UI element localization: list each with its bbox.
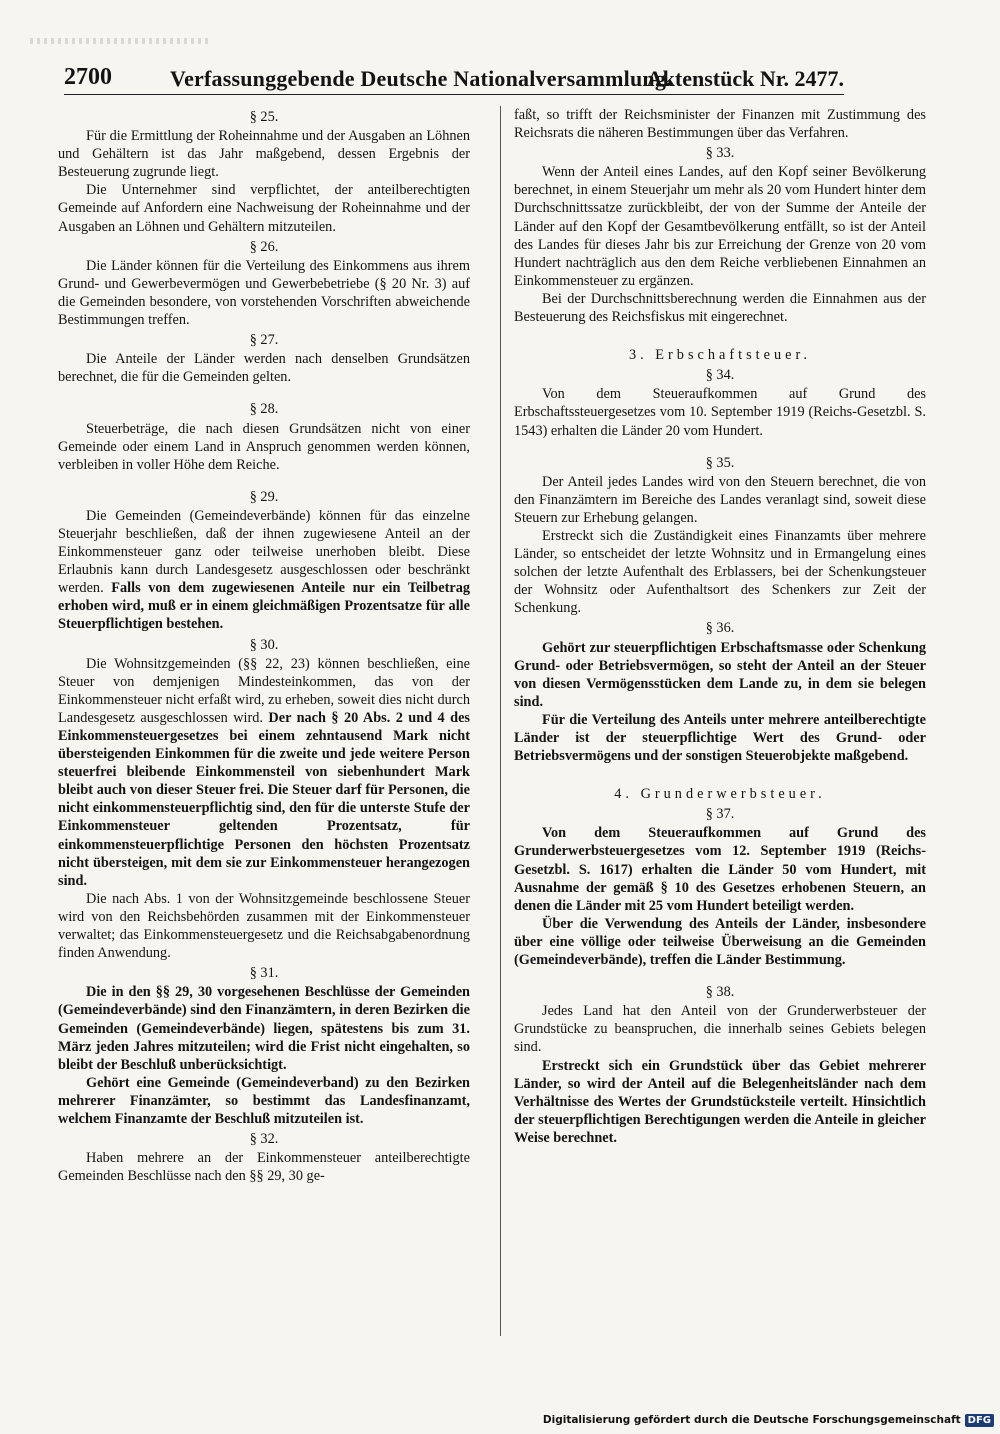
credit-text: Digitalisierung gefördert durch die Deutsche Forschungsgemeinschaft xyxy=(542,1414,961,1426)
paragraph: Gehört zur steuerpflichtigen Erbschaftsmasse oder Schenkung Grund- oder Betriebsvermögen, so steht der Anteil an der Steuer von diesen Vermögensstücken dem Lande zu, in dem sie belegen sind. xyxy=(514,639,926,710)
paragraph: Steuerbeträge, die nach diesen Grundsätzen nicht von einer Gemeinde oder einem Land in Anspruch genommen werden können, verbleiben in voller Höhe dem Reiche. xyxy=(58,420,470,473)
paragraph-text-bold: Falls von dem zugewiesenen Anteile nur ein Teilbetrag erhoben wird, muß er in einem gleichmäßigen Prozentsatze für alle Steuerpflichtigen bestehen. xyxy=(58,580,470,633)
paragraph: Die Unternehmer sind verpflichtet, der anteilberechtigten Gemeinde auf Anfordern eine Nachweisung der Roheinnahme und der Ausgaben an Löhnen und Gehältern mitzuteilen. xyxy=(58,182,470,235)
section-heading: § 34. xyxy=(705,367,735,384)
paragraph: Für die Ermittlung der Roheinnahme und der Ausgaben an Löhnen und Gehältern ist das Jahr maßgebend, dessen Ergebnis der Besteuerung zugrunde liegt. xyxy=(58,128,470,181)
section-heading: § 37. xyxy=(705,806,735,823)
document-reference: Aktenstück Nr. 2477. xyxy=(646,66,844,91)
section-heading: § 31. xyxy=(249,965,279,982)
dfg-logo: DFG xyxy=(965,1414,994,1427)
scan-artifact xyxy=(30,38,210,44)
paragraph: Erstreckt sich die Zuständigkeit eines Finanzamts über mehrere Länder, so entscheidet der letzte Wohnsitz und in Ermangelung eines solchen der letzte Aufenthalt des Erblassers, bei der Schenkungsteuer der Wohnsitz oder Aufenthaltsort des Schenkers zur Zeit der Schenkung. xyxy=(514,527,926,617)
paragraph xyxy=(58,507,470,634)
left-column xyxy=(58,106,470,1185)
paragraph: Die Anteile der Länder werden nach denselben Grundsätzen berechnet, die für die Gemeinden gelten. xyxy=(58,351,470,386)
paragraph-text-bold: Der nach § 20 Abs. 2 und 4 des Einkommensteuergesetzes bei einem zehntausend Mark nicht übersteigenden Einkommen für die zweite und jede weitere Person steuerfrei bleibende Einkommensteil von siebenhundert Mark bleibt auch von dieser Steuer frei. Die Steuer darf für Personen, die nicht einkommensteuerpflichtig sind, den für die unterste Stufe der Einkommensteuer geltenden Prozentsatz, für einkommensteuerpflichtige Personen den höchsten Prozentsatz nicht übersteigen, mit dem sie zur Einkommensteuer herangezogen sind. xyxy=(58,709,470,889)
paragraph-text: Die Gemeinden (Gemeindeverbände) können für das einzelne Steuerjahr beschließen, daß der ihnen zugewiesene Anteil an der Einkommensteuer ganz oder teilweise unerhoben bleibt. Diese Erlaubnis kann durch Landesgesetz ausgeschlossen oder beschränkt werden. xyxy=(58,507,470,597)
section-heading: § 35. xyxy=(705,454,735,471)
section-heading: § 38. xyxy=(705,984,735,1001)
paragraph: Der Anteil jedes Landes wird von den Steuern berechnet, die von den Finanzämtern im Bereiche des Landes veranlagt sind, soweit diese Steuern zur Erhebung gelangen. xyxy=(514,473,926,526)
paragraph: Von dem Steueraufkommen auf Grund des Grunderwerbsteuergesetzes vom 12. September 1919 (Reichs-Gesetzbl. S. 1617) erhalten die Länder 50 vom Hundert, mit Ausnahme der gemäß § 10 des Gesetzes erhobenen Steuern, an denen die Länder mit 25 vom Hundert beteiligt werden. xyxy=(514,825,926,914)
paragraph: Erstreckt sich ein Grundstück über das Gebiet mehrerer Länder, so wird der Anteil auf die Belegenheitsländer nach dem Verhältnisse des Wertes der Grundstücksteile verteilt. Hinsichtlich der steuerpflichtigen Berechtigungen werden die Anteile in gleicher Weise berechnet. xyxy=(514,1057,926,1146)
paragraph: Jedes Land hat den Anteil von der Grunderwerbsteuer der Grundstücke zu beanspruchen, die innerhalb seines Gebiets belegen sind. xyxy=(514,1003,926,1056)
paragraph: Die in den §§ 29, 30 vorgesehenen Beschlüsse der Gemeinden (Gemeindeverbände) sind den Finanzämtern, in deren Bezirken die Gemeinden (Gemeindeverbände) liegen, spätestens bis zum 31. März jeden Jahres mitzuteilen; wird die Frist nicht eingehalten, so bleibt der Beschluß unberücksichtigt. xyxy=(58,984,470,1073)
section-heading: § 26. xyxy=(249,238,279,255)
chapter-heading: 4. Grunderwerbsteuer. xyxy=(614,786,826,803)
section-heading: § 32. xyxy=(249,1131,279,1148)
page-header xyxy=(64,62,844,95)
chapter-heading: 3. Erbschaftsteuer. xyxy=(629,347,811,364)
column-divider xyxy=(500,106,501,1336)
paragraph: Die Länder können für die Verteilung des Einkommens aus ihrem Grund- und Gewerbevermögen und Gewerbebetriebe (§ 20 Nr. 3) auf die Gemeinden besondere, von vorstehenden Vorschriften abweichende Bestimmungen treffen. xyxy=(58,257,470,329)
paragraph: Gehört eine Gemeinde (Gemeindeverband) zu den Bezirken mehrerer Finanzämter, so bestimmt das Landesfinanzamt, welchem Finanzamte der Beschluß mitzuteilen ist. xyxy=(58,1074,470,1127)
paragraph: Über die Verwendung des Anteils der Länder, insbesondere über eine völlige oder teilweise Überweisung an die Gemeinden (Gemeindeverbände), treffen die Länder Bestimmung. xyxy=(514,915,926,969)
section-heading: § 36. xyxy=(705,620,735,637)
section-heading: § 27. xyxy=(249,332,279,349)
paragraph: Von dem Steueraufkommen auf Grund des Erbschaftssteuergesetzes vom 10. September 1919 (Reichs-Gesetzbl. S. 1543) erhalten die Länder 20 vom Hundert. xyxy=(514,386,926,439)
section-heading: § 33. xyxy=(705,145,735,162)
section-heading: § 30. xyxy=(249,636,279,653)
paragraph: Für die Verteilung des Anteils unter mehrere anteilberechtigte Länder ist der steuerpflichtige Wert des Grund- oder Betriebsvermögens und der sonstigen Steuerobjekte maßgebend. xyxy=(514,711,926,765)
paragraph xyxy=(58,655,470,890)
section-heading: § 25. xyxy=(249,109,279,125)
right-column xyxy=(514,106,926,1147)
page-number: 2700 xyxy=(64,64,112,90)
paragraph: Wenn der Anteil eines Landes, auf den Kopf seiner Bevölkerung berechnet, in einem Steuerjahr um mehr als 20 vom Hundert hinter dem Durchschnittssatze zurückbleibt, der von der Summe der Anteile der Länder auf den Kopf der Gesamtbevölkerung entfällt, so ist der Anteil des Landes für dieses Jahr bis zur Erreichung der Grenze von 20 vom Hundert nachträglich aus den dem Reiche verbliebenen Einnahmen an Einkommensteuer zu ergänzen. xyxy=(514,164,926,289)
paragraph: faßt, so trifft der Reichsminister der Finanzen mit Zustimmung des Reichsrats die näheren Bestimmungen über das Verfahren. xyxy=(514,107,926,142)
running-title: Verfassunggebende Deutsche Nationalversammlung. xyxy=(170,66,672,91)
digitization-credit xyxy=(543,1412,994,1428)
paragraph-text: Die Wohnsitzgemeinden (§§ 22, 23) können beschließen, eine Steuer von demjenigen Mindesteinkommen, das von der Einkommensteuer nicht erfaßt wird, zu erheben, soweit dies nicht durch Landesgesetz ausgeschlossen wird. xyxy=(58,655,470,726)
section-heading: § 28. xyxy=(249,401,279,418)
section-heading: § 29. xyxy=(249,488,279,505)
paragraph: Bei der Durchschnittsberechnung werden die Einnahmen aus der Besteuerung des Reichsfiskus mit eingerechnet. xyxy=(514,290,926,326)
paragraph: Die nach Abs. 1 von der Wohnsitzgemeinde beschlossene Steuer wird von den Reichsbehörden zusammen mit der Einkommensteuer verwaltet; das Einkommensteuergesetz und die Reichsabgabenordnung finden Anwendung. xyxy=(58,890,470,962)
paragraph: Haben mehrere an der Einkommensteuer anteilberechtigte Gemeinden Beschlüsse nach den §§ 29, 30 ge- xyxy=(58,1150,470,1185)
